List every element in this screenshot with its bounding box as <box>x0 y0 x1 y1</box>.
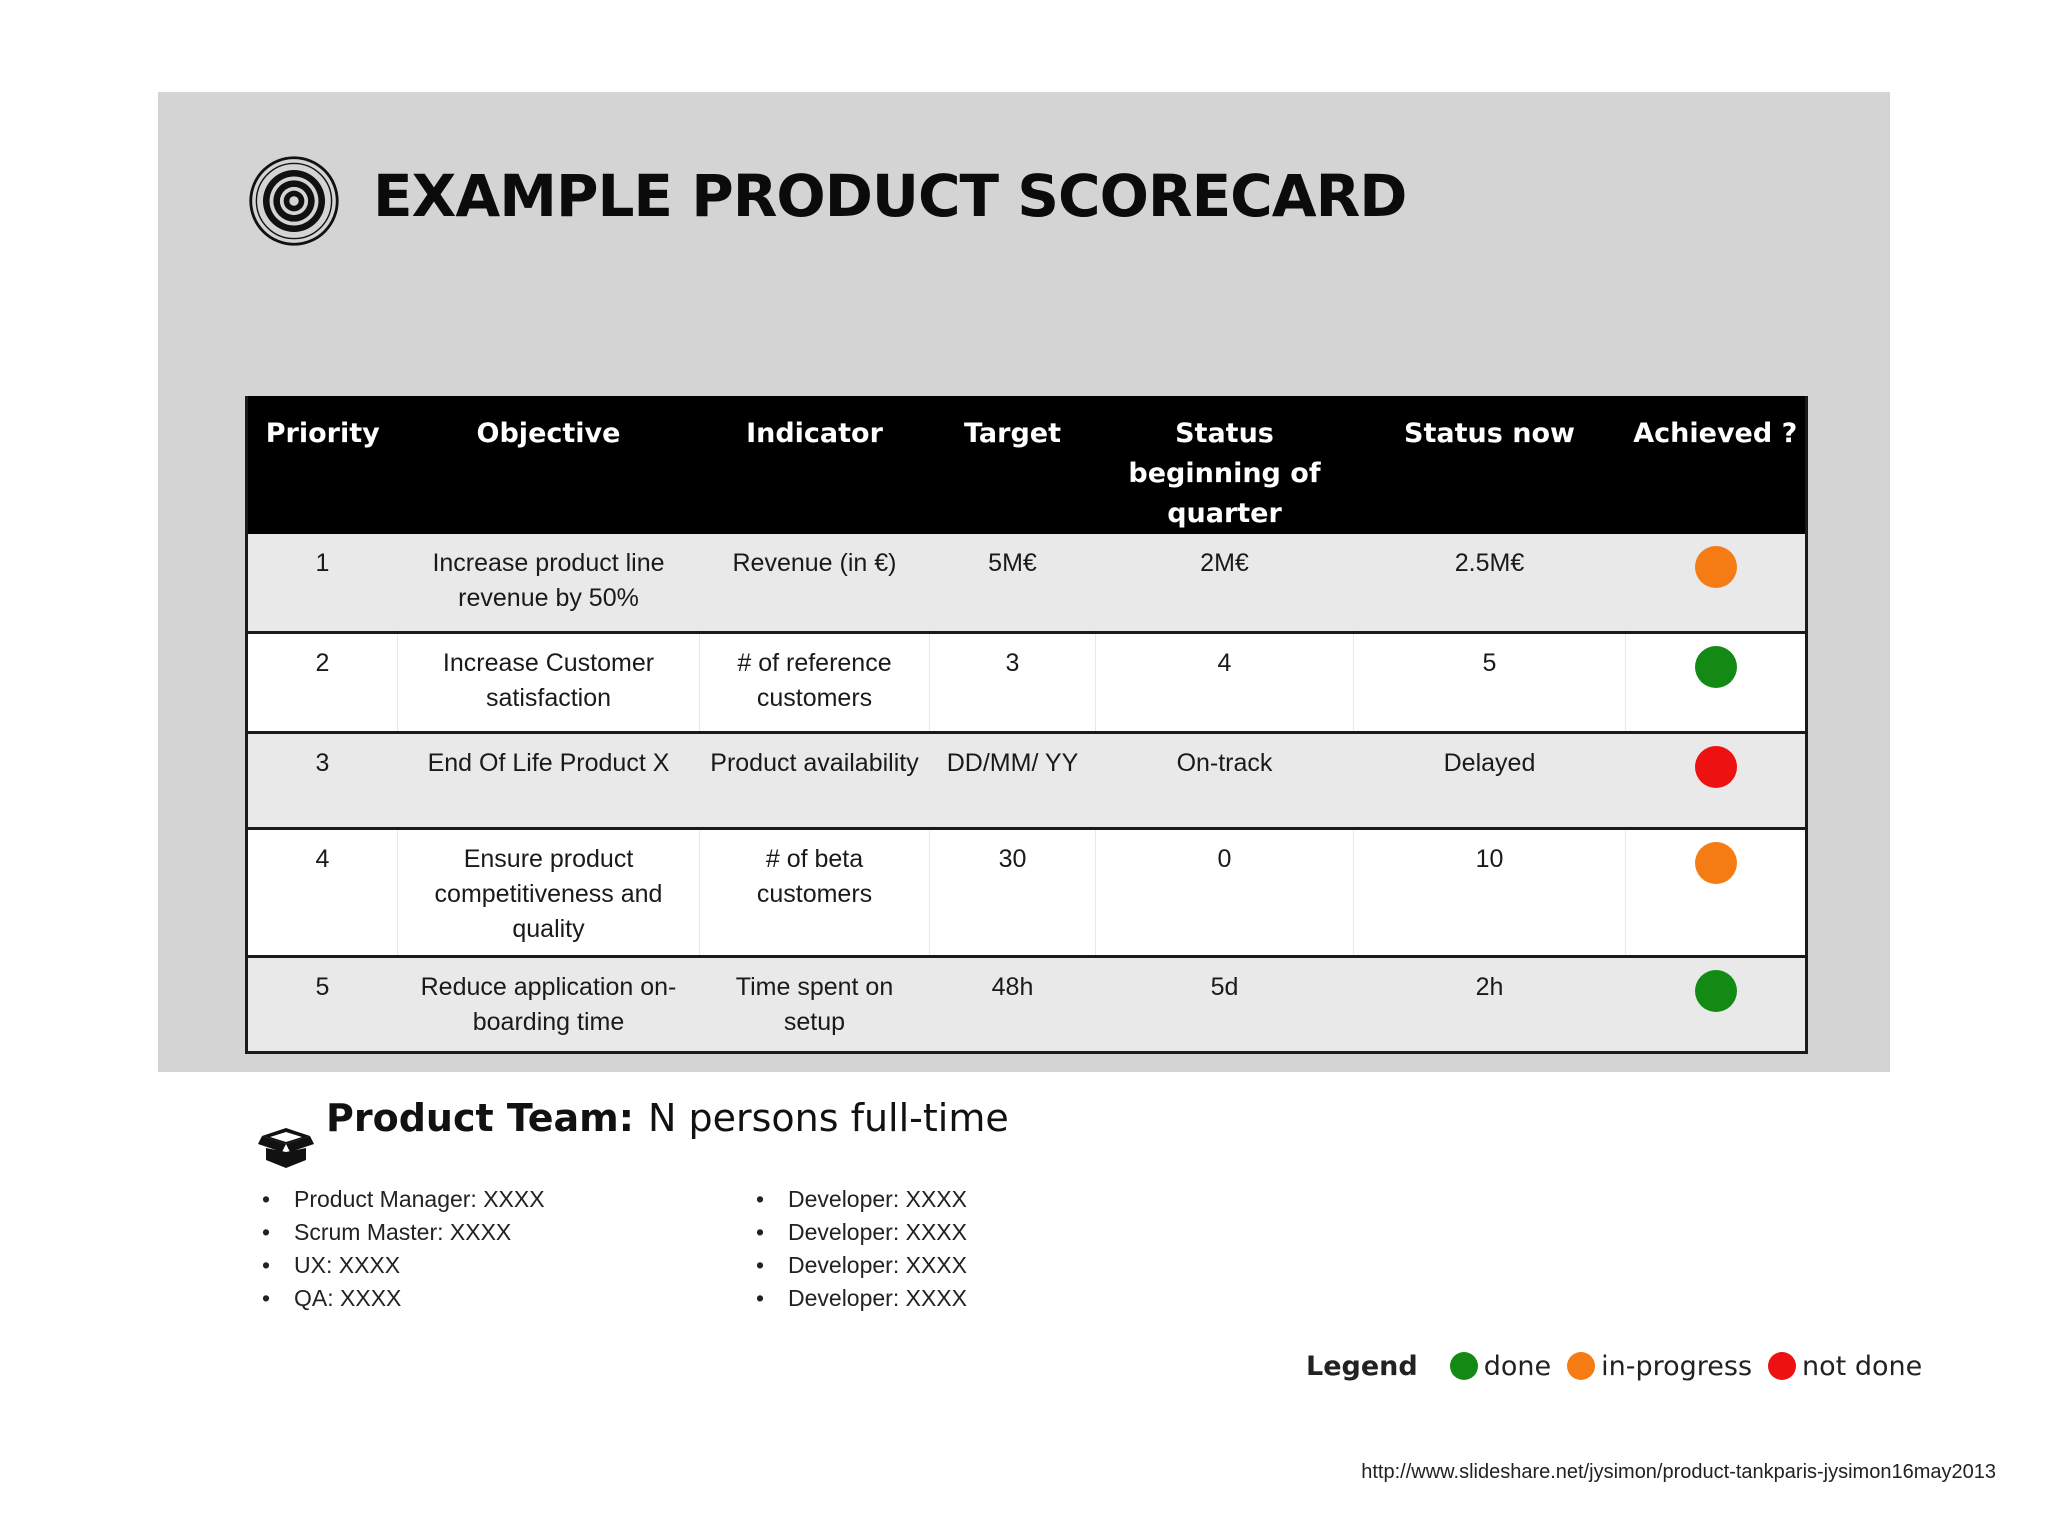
cell-indicator: # of beta customers <box>700 828 930 956</box>
cell-status-beginning: 4 <box>1096 632 1354 732</box>
cell-status-now: 2h <box>1354 956 1626 1052</box>
done-dot-icon <box>1450 1352 1478 1380</box>
cell-indicator: Product availability <box>700 732 930 828</box>
list-item: • QA: XXXX <box>262 1282 545 1315</box>
cell-priority: 1 <box>247 534 398 632</box>
cell-status-beginning: 5d <box>1096 956 1354 1052</box>
cell-status-beginning: 2M€ <box>1096 534 1354 632</box>
target-logo-icon <box>247 154 341 248</box>
header-priority: Priority <box>247 396 398 534</box>
header-status-now: Status now <box>1354 396 1626 534</box>
cell-achieved <box>1626 534 1807 632</box>
cell-priority: 4 <box>247 828 398 956</box>
team-heading <box>326 1096 1009 1140</box>
table-row <box>247 732 1807 828</box>
table-header-row <box>247 396 1807 534</box>
cell-indicator: Revenue (in €) <box>700 534 930 632</box>
header-objective: Objective <box>398 396 700 534</box>
cell-status-beginning: On-track <box>1096 732 1354 828</box>
legend-item-not-done <box>1768 1351 1922 1382</box>
list-item: • Developer: XXXX <box>756 1282 967 1315</box>
header-status-beginning: Status beginning of quarter <box>1096 396 1354 534</box>
cell-indicator: # of reference customers <box>700 632 930 732</box>
legend-label: in-progress <box>1601 1350 1753 1382</box>
cell-priority: 5 <box>247 956 398 1052</box>
cell-target: 5M€ <box>930 534 1096 632</box>
status-dot-icon <box>1695 546 1737 588</box>
cell-priority: 2 <box>247 632 398 732</box>
cell-status-now: 2.5M€ <box>1354 534 1626 632</box>
list-item: • Scrum Master: XXXX <box>262 1216 545 1249</box>
box-icon <box>258 1122 314 1172</box>
cell-target: DD/MM/ YY <box>930 732 1096 828</box>
cell-achieved <box>1626 632 1807 732</box>
list-item: • Developer: XXXX <box>756 1216 967 1249</box>
cell-objective: Reduce application on-boarding time <box>398 956 700 1052</box>
header-achieved: Achieved ? <box>1626 396 1807 534</box>
status-dot-icon <box>1695 746 1737 788</box>
cell-priority: 3 <box>247 732 398 828</box>
cell-target: 3 <box>930 632 1096 732</box>
cell-objective: Increase Customer satisfaction <box>398 632 700 732</box>
list-item: • Product Manager: XXXX <box>262 1183 545 1216</box>
team-members-right <box>756 1183 967 1315</box>
legend-item-in-progress <box>1567 1351 1752 1382</box>
list-item: • UX: XXXX <box>262 1249 545 1282</box>
header-indicator: Indicator <box>700 396 930 534</box>
list-item: • Developer: XXXX <box>756 1183 967 1216</box>
legend-label: done <box>1483 1350 1552 1382</box>
cell-status-now: 5 <box>1354 632 1626 732</box>
cell-objective: Ensure product competitiveness and quality <box>398 828 700 956</box>
header-target: Target <box>930 396 1096 534</box>
legend <box>1306 1346 1938 1386</box>
cell-objective: End Of Life Product X <box>398 732 700 828</box>
table-row <box>247 632 1807 732</box>
table-row <box>247 956 1807 1052</box>
page-title: EXAMPLE PRODUCT SCORECARD <box>373 162 1407 230</box>
cell-status-now: 10 <box>1354 828 1626 956</box>
list-item: • Developer: XXXX <box>756 1249 967 1282</box>
table-row <box>247 828 1807 956</box>
cell-indicator: Time spent on setup <box>700 956 930 1052</box>
cell-status-now: Delayed <box>1354 732 1626 828</box>
scorecard-table <box>245 396 1808 1054</box>
status-dot-icon <box>1695 646 1737 688</box>
status-dot-icon <box>1695 842 1737 884</box>
in-progress-dot-icon <box>1567 1352 1595 1380</box>
cell-target: 48h <box>930 956 1096 1052</box>
cell-objective: Increase product line revenue by 50% <box>398 534 700 632</box>
legend-title: Legend <box>1306 1350 1418 1382</box>
source-link[interactable]: http://www.slideshare.net/jysimon/product-tankparis-jysimon16may2013 <box>1361 1461 1996 1483</box>
not-done-dot-icon <box>1768 1352 1796 1380</box>
cell-status-beginning: 0 <box>1096 828 1354 956</box>
team-members-left <box>262 1183 545 1315</box>
table-row <box>247 534 1807 632</box>
status-dot-icon <box>1695 970 1737 1012</box>
team-size: N persons full-time <box>647 1096 1009 1140</box>
legend-label: not done <box>1802 1350 1923 1382</box>
cell-achieved <box>1626 956 1807 1052</box>
cell-achieved <box>1626 732 1807 828</box>
team-label: Product Team: <box>326 1096 634 1140</box>
cell-achieved <box>1626 828 1807 956</box>
cell-target: 30 <box>930 828 1096 956</box>
legend-item-done <box>1450 1351 1551 1382</box>
